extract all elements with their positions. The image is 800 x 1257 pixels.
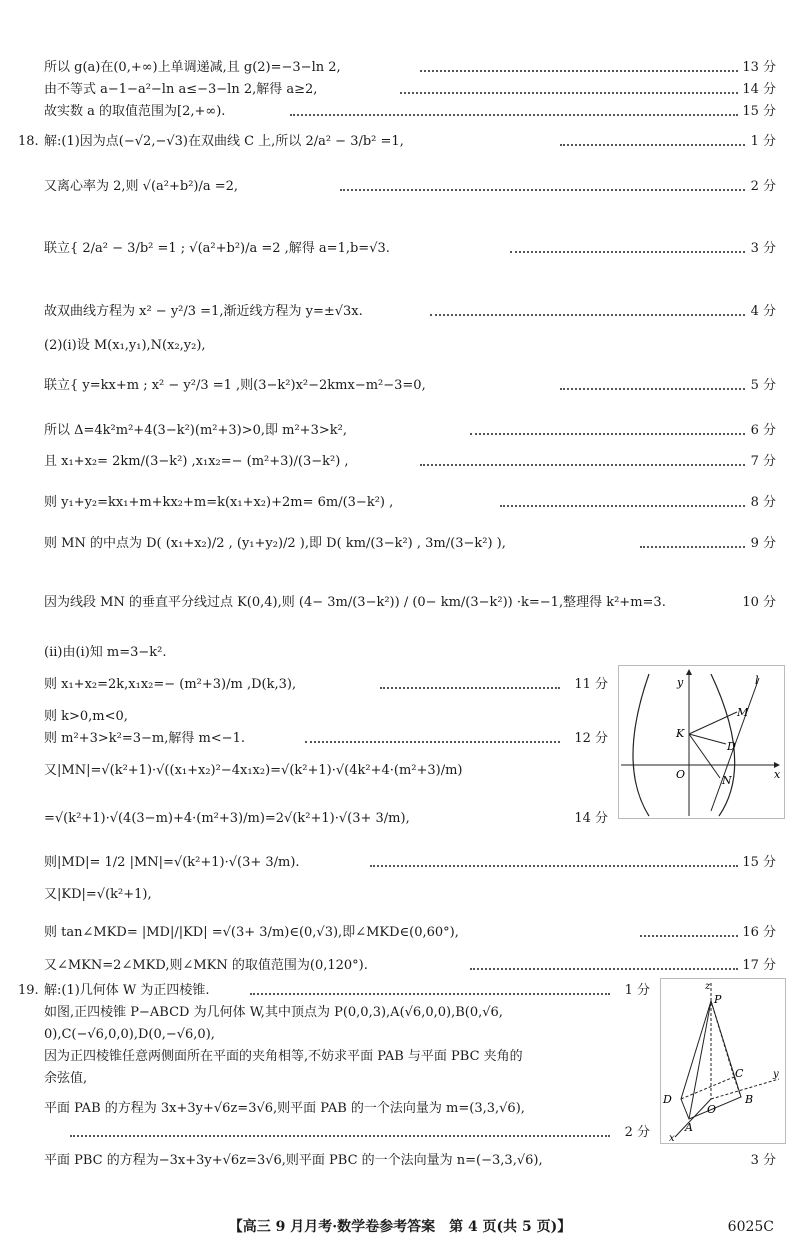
leader-dots	[560, 388, 745, 390]
answer-line	[0, 57, 800, 79]
label-d: D	[727, 740, 736, 753]
label-d: D	[663, 1093, 672, 1106]
answer-line	[0, 238, 800, 260]
line-text: 由不等式 a−1−a²−ln a≤−3−ln 2,解得 a≥2,	[44, 82, 318, 97]
score: 10 分	[742, 595, 776, 610]
answer-line	[0, 1150, 800, 1172]
line-text: 联立{ y=kx+m ; x² − y²/3 =1 ,则(3−k²)x²−2kmx−m²−3=0,	[44, 378, 426, 393]
line-text: 又离心率为 2,则 √(a²+b²)/a =2,	[44, 179, 239, 194]
score: 14 分	[574, 811, 608, 826]
leader-dots	[470, 433, 745, 435]
label-x: x	[774, 768, 781, 781]
leader-dots	[430, 314, 745, 316]
leader-dots	[510, 251, 745, 253]
line-text: 则 m²+3>k²=3−m,解得 m<−1.	[44, 731, 245, 746]
line-text: 余弦值,	[44, 1071, 88, 1086]
leader-dots	[380, 687, 560, 689]
label-o: O	[707, 1103, 717, 1116]
label-k: K	[676, 727, 685, 740]
label-x: x	[669, 1133, 675, 1143]
leader-dots	[640, 546, 745, 548]
line-text: 0),C(−√6,0,0),D(0,−√6,0),	[44, 1027, 215, 1042]
hyperbola-diagram	[619, 666, 784, 818]
answer-line	[0, 492, 800, 514]
score: 13 分	[742, 60, 776, 75]
answer-line	[0, 884, 800, 906]
edge-dc	[681, 1077, 734, 1099]
leader-dots	[70, 1135, 610, 1137]
score: 12 分	[574, 731, 608, 746]
line-text: 则 y₁+y₂=kx₁+m+kx₂+m=k(x₁+x₂)+2m= 6m/(3−k²) ,	[44, 495, 394, 510]
answer-line	[0, 131, 800, 153]
score: 3 分	[750, 241, 776, 256]
line-text: 且 x₁+x₂= 2km/(3−k²) ,x₁x₂=− (m²+3)/(3−k²) ,	[44, 454, 349, 469]
question-number: 18.	[18, 134, 39, 149]
line-text: 则 x₁+x₂=2k,x₁x₂=− (m²+3)/m ,D(k,3),	[44, 677, 297, 692]
leader-dots	[400, 92, 738, 94]
score: 8 分	[750, 495, 776, 510]
answer-line	[0, 79, 800, 101]
leader-dots	[560, 144, 745, 146]
line-text: 则 tan∠MKD= |MD|/|KD| =√(3+ 3/m)∈(0,√3),即∠MKD∈(0,60°),	[44, 925, 459, 940]
line-text: 则 k>0,m<0,	[44, 709, 128, 724]
line-text: 解:(1)因为点(−√2,−√3)在双曲线 C 上,所以 2/a² − 3/b² =1,	[44, 134, 404, 149]
line-text: 所以 g(a)在(0,+∞)上单调递减,且 g(2)=−3−ln 2,	[44, 60, 341, 75]
line-text: 联立{ 2/a² − 3/b² =1 ; √(a²+b²)/a =2 ,解得 a=1,b=√3.	[44, 241, 390, 256]
line-text: 平面 PAB 的方程为 3x+3y+√6z=3√6,则平面 PAB 的一个法向量为 m=(3,3,√6),	[44, 1101, 525, 1116]
score: 9 分	[750, 536, 776, 551]
line-text: 又∠MKN=2∠MKD,则∠MKN 的取值范围为(0,120°).	[44, 958, 368, 973]
score: 4 分	[750, 304, 776, 319]
score: 3 分	[750, 1153, 776, 1168]
label-b: B	[745, 1093, 754, 1106]
leader-dots	[340, 189, 745, 191]
line-text: 如图,正四棱锥 P−ABCD 为几何体 W,其中顶点为 P(0,0,3),A(√6,0,0),B(0,√6,	[44, 1005, 503, 1020]
label-y: y	[773, 1069, 779, 1080]
score: 16 分	[742, 925, 776, 940]
score: 15 分	[742, 855, 776, 870]
label-a: A	[685, 1121, 693, 1134]
line-text: 又|KD|=√(k²+1),	[44, 887, 152, 902]
leader-dots	[290, 114, 738, 116]
line-text: 因为正四棱锥任意两侧面所在平面的夹角相等,不妨求平面 PAB 与平面 PBC 夹角的	[44, 1049, 523, 1064]
leader-dots	[500, 505, 745, 507]
score: 1 分	[750, 134, 776, 149]
leader-dots	[420, 70, 738, 72]
left-branch	[633, 674, 649, 816]
line-text: 则|MD|= 1/2 |MN|=√(k²+1)·√(3+ 3/m).	[44, 855, 300, 870]
edge-pa	[689, 1001, 711, 1119]
question-number: 19.	[18, 983, 39, 998]
label-y: y	[677, 676, 684, 689]
line-text: =√(k²+1)·√(4(3−m)+4·(m²+3)/m)=2√(k²+1)·√(3+ 3/m),	[44, 811, 410, 826]
pyramid-figure	[660, 978, 786, 1144]
score: 6 分	[750, 423, 776, 438]
answer-line	[0, 533, 800, 555]
line-text: (ii)由(i)知 m=3−k².	[44, 645, 167, 660]
footer-code: 6025C	[727, 1219, 774, 1235]
segment-kn	[689, 734, 720, 778]
footer-title: 【高三 9 月月考·数学卷参考答案 第 4 页(共 5 页)】	[228, 1219, 572, 1235]
leader-dots	[370, 865, 738, 867]
pyramid-diagram	[661, 979, 785, 1143]
score: 1 分	[624, 983, 650, 998]
label-o: O	[676, 768, 686, 781]
line-text: 因为线段 MN 的垂直平分线过点 K(0,4),则 (4− 3m/(3−k²)) / (0− km/(3−k²)) ·k=−1,整理得 k²+m=3.	[44, 595, 666, 610]
score: 11 分	[574, 677, 608, 692]
label-p: P	[714, 993, 722, 1006]
label-c: C	[735, 1067, 744, 1080]
answer-line	[0, 301, 800, 323]
answer-line	[0, 176, 800, 198]
leader-dots	[470, 968, 738, 970]
line-text: 所以 Δ=4k²m²+4(3−k²)(m²+3)>0,即 m²+3>k²,	[44, 423, 347, 438]
line-text: 解:(1)几何体 W 为正四棱锥.	[44, 983, 210, 998]
answer-line	[0, 642, 800, 664]
score: 15 分	[742, 104, 776, 119]
x-axis	[675, 1099, 711, 1137]
label-l: l	[755, 674, 759, 687]
hyperbola-figure	[618, 665, 785, 819]
answer-line	[0, 592, 800, 614]
line-text: 平面 PBC 的方程为−3x+3y+√6z=3√6,则平面 PBC 的一个法向量为 n=(−3,3,√6),	[44, 1153, 543, 1168]
leader-dots	[640, 935, 738, 937]
answer-line	[0, 955, 800, 977]
leader-dots	[305, 741, 560, 743]
label-m: M	[737, 706, 749, 719]
answer-line	[0, 375, 800, 397]
score: 7 分	[750, 454, 776, 469]
answer-line	[0, 101, 800, 123]
line-text: 则 MN 的中点为 D( (x₁+x₂)/2 , (y₁+y₂)/2 ),即 D( km/(3−k²) , 3m/(3−k²) ),	[44, 536, 506, 551]
score: 2 分	[750, 179, 776, 194]
answer-line	[0, 922, 800, 944]
line-text: (2)(i)设 M(x₁,y₁),N(x₂,y₂),	[44, 338, 206, 353]
line-text: 又|MN|=√(k²+1)·√((x₁+x₂)²−4x₁x₂)=√(k²+1)·√(4k²+4·(m²+3)/m)	[44, 763, 463, 778]
answer-line	[0, 451, 800, 473]
leader-dots	[250, 993, 610, 995]
score: 5 分	[750, 378, 776, 393]
leader-dots	[420, 464, 745, 466]
line-text: 故双曲线方程为 x² − y²/3 =1,渐近线方程为 y=±√3x.	[44, 304, 363, 319]
score: 2 分	[624, 1125, 650, 1140]
label-z: z	[705, 981, 711, 992]
answer-line	[0, 420, 800, 442]
label-n: N	[722, 774, 732, 787]
line-text: 故实数 a 的取值范围为[2,+∞).	[44, 104, 226, 119]
answer-line	[0, 852, 800, 874]
score: 17 分	[742, 958, 776, 973]
answer-line	[0, 335, 800, 357]
score: 14 分	[742, 82, 776, 97]
